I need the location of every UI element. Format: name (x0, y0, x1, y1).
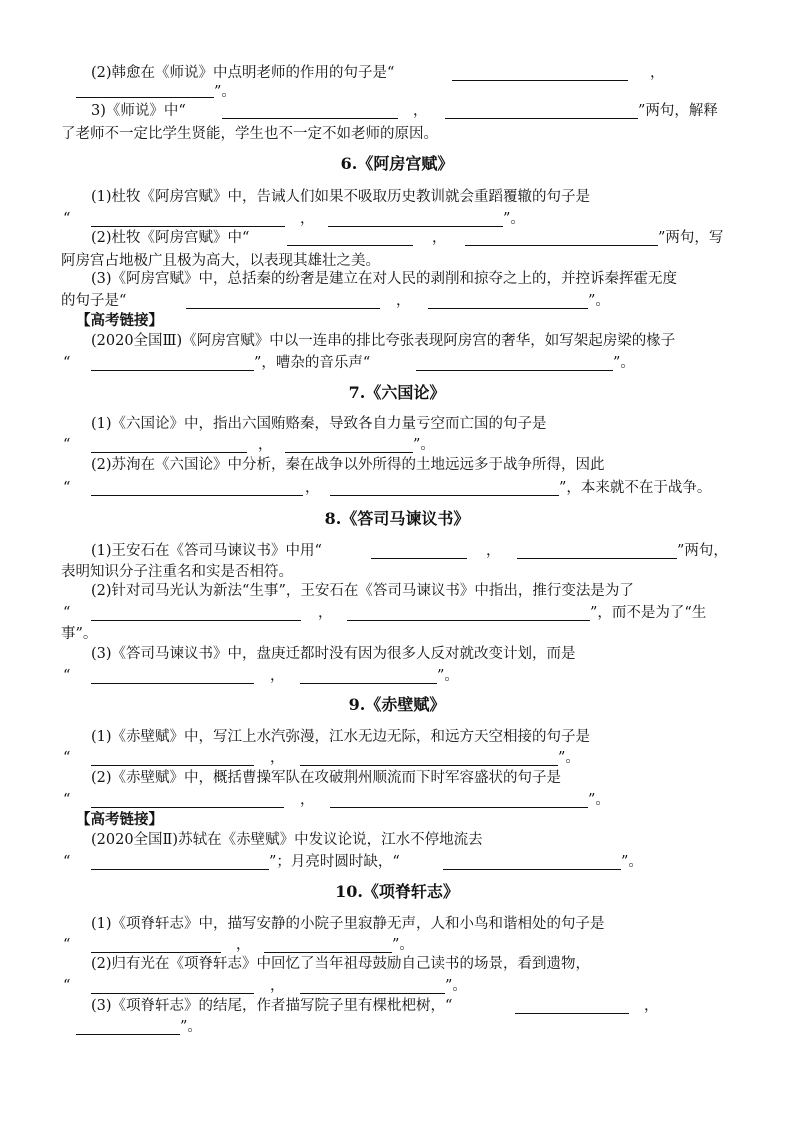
s5-q3-text: 3)《师说》中“ (91, 103, 186, 119)
section-6-title: 6.《阿房宫赋》 (340, 154, 454, 173)
answer-blank[interactable] (91, 952, 221, 953)
s8-q1-comma: ， (486, 543, 501, 559)
s8-q2-open-quote: “ (63, 605, 71, 621)
answer-blank[interactable] (452, 80, 628, 81)
s9-q2-text: (2)《赤壁赋》中，概括曹操军队在攻破荆州顺流而下时军容盛状的句子是 (91, 770, 562, 786)
s9-q1-open-quote: “ (63, 750, 71, 766)
s9-link-open-quote: “ (63, 854, 71, 870)
s5-q3-comma: ， (413, 103, 428, 119)
s7-q2-text: (2)苏洵在《六国论》中分析，秦在战争以外所得的土地远远多于战争所得，因此 (91, 457, 605, 473)
s5-q3-text-cont: 了老师不一定比学生贤能，学生也不一定不如老师的原因。 (61, 126, 438, 142)
s6-q3-end: ”。 (588, 293, 610, 309)
s10-q2-open-quote: “ (63, 978, 71, 994)
s8-q2-comma: ， (318, 605, 333, 621)
s6-q1-comma: ， (300, 211, 315, 227)
s10-q2-comma: ， (270, 978, 285, 994)
answer-blank[interactable] (330, 495, 559, 496)
answer-blank[interactable] (76, 97, 214, 98)
s7-q1-text: (1)《六国论》中，指出六国贿赂秦，导致各自力量亏空而亡国的句子是 (91, 416, 547, 432)
s9-q1-end: ”。 (558, 750, 580, 766)
answer-blank[interactable] (300, 765, 558, 766)
s9-link-end: ”。 (621, 854, 643, 870)
answer-blank[interactable] (465, 245, 658, 246)
answer-blank[interactable] (515, 1013, 629, 1014)
s9-q2-open-quote: “ (63, 792, 71, 808)
s6-q1-open-quote: “ (63, 211, 71, 227)
gaokao-link-label: 【高考链接】 (76, 312, 163, 329)
s8-q2-text: (2)针对司马光认为新法“生事”，王安石在《答司马谏议书》中指出，推行变法是为了 (91, 583, 634, 599)
answer-blank[interactable] (445, 118, 638, 119)
answer-blank[interactable] (287, 245, 413, 246)
s6-q2-end: ”两句，写 (658, 230, 724, 246)
s5-q2-comma: ， (650, 65, 665, 81)
s8-q3-end: ”。 (437, 668, 459, 684)
s9-link-mid: ”；月亮时圆时缺，“ (269, 854, 400, 870)
answer-blank[interactable] (416, 370, 613, 371)
s10-q3-end: ”。 (180, 1019, 202, 1035)
s10-q1-text: (1)《项脊轩志》中，描写安静的小院子里寂静无声，人和小鸟和谐相处的句子是 (91, 916, 605, 932)
answer-blank[interactable] (91, 993, 254, 994)
s6-q3-comma: ， (396, 293, 411, 309)
answer-blank[interactable] (347, 620, 590, 621)
answer-blank[interactable] (328, 226, 503, 227)
section-8-title: 8.《答司马谏议书》 (324, 509, 470, 528)
s8-q1-text-cont: 表明知识分子注重名和实是否相符。 (61, 564, 293, 580)
s10-q3-comma: ， (644, 998, 659, 1014)
s6-q2-comma: ， (432, 230, 447, 246)
s7-q2-end: ”，本来就不在于战争。 (559, 480, 712, 496)
s7-q1-end: ”。 (413, 437, 435, 453)
answer-blank[interactable] (300, 683, 437, 684)
s7-q2-open-quote: “ (63, 480, 71, 496)
s7-q1-open-quote: “ (63, 437, 71, 453)
s9-q1-comma: ， (270, 750, 285, 766)
s10-q2-text: (2)归有光在《项脊轩志》中回忆了当年祖母鼓励自己读书的场景，看到遗物， (91, 956, 591, 972)
s5-q3-end: ”两句，解释 (638, 103, 718, 119)
s8-q3-comma: ， (270, 668, 285, 684)
s8-q2-text-cont: 事”。 (61, 626, 98, 642)
answer-blank[interactable] (330, 807, 588, 808)
s6-q1-end: ”。 (503, 211, 525, 227)
s9-link-q-text: (2020全国Ⅱ)苏轼在《赤壁赋》中发议论说，江水不停地流去 (91, 832, 483, 848)
s8-q1-end: ”两句， (677, 543, 728, 559)
answer-blank[interactable] (91, 807, 284, 808)
s10-q1-end: ”。 (392, 937, 414, 953)
s6-q2-text-cont: 阿房宫占地极广且极为高大，以表现其雄壮之美。 (61, 253, 380, 269)
s8-q1-text: (1)王安石在《答司马谏议书》中用“ (91, 543, 322, 559)
answer-blank[interactable] (428, 308, 588, 309)
s6-q3-lead: 的句子是“ (61, 293, 127, 309)
answer-blank[interactable] (371, 558, 467, 559)
s6-q1-text: (1)杜牧《阿房宫赋》中，告诫人们如果不吸取历史教训就会重蹈覆辙的句子是 (91, 189, 591, 205)
answer-blank[interactable] (300, 993, 445, 994)
s8-q2-end: ”，而不是为了“生 (590, 605, 707, 621)
answer-blank[interactable] (443, 869, 621, 870)
s10-q1-comma: ， (236, 937, 251, 953)
s6-link-open-quote: “ (63, 355, 71, 371)
s7-q1-comma: ， (258, 437, 273, 453)
answer-blank[interactable] (91, 683, 254, 684)
s9-q2-end: ”。 (588, 792, 610, 808)
answer-blank[interactable] (91, 370, 254, 371)
s8-q3-open-quote: “ (63, 668, 71, 684)
s7-q2-comma: ， (305, 480, 320, 496)
answer-blank[interactable] (91, 869, 269, 870)
answer-blank[interactable] (91, 226, 285, 227)
answer-blank[interactable] (76, 1034, 180, 1035)
answer-blank[interactable] (222, 118, 398, 119)
s5-q2-end: ”。 (214, 84, 236, 100)
answer-blank[interactable] (91, 765, 254, 766)
answer-blank[interactable] (517, 558, 677, 559)
s5-q2-text: (2)韩愈在《师说》中点明老师的作用的句子是“ (91, 65, 395, 81)
answer-blank[interactable] (186, 308, 380, 309)
section-10-title: 10.《项脊轩志》 (335, 882, 459, 901)
s9-q1-text: (1)《赤壁赋》中，写江上水汽弥漫，江水无边无际，和远方天空相接的句子是 (91, 729, 591, 745)
s6-q2-text: (2)杜牧《阿房宫赋》中“ (91, 230, 250, 246)
answer-blank[interactable] (91, 495, 303, 496)
s6-q3-text: (3)《阿房宫赋》中，总括秦的纷奢是建立在对人民的剥削和掠夺之上的，并控诉秦挥霍无度 (91, 271, 678, 287)
s8-q3-text: (3)《答司马谏议书》中，盘庚迁都时没有因为很多人反对就改变计划，而是 (91, 646, 576, 662)
s10-q3-text: (3)《项脊轩志》的结尾，作者描写院子里有棵枇杷树，“ (91, 998, 453, 1014)
s9-q2-comma: ， (300, 792, 315, 808)
answer-blank[interactable] (285, 452, 413, 453)
s6-link-end: ”。 (613, 355, 635, 371)
s6-link-q-text: (2020全国Ⅲ)《阿房宫赋》中以一连串的排比夸张表现阿房宫的奢华，如写架起房梁的椽子 (91, 333, 676, 349)
answer-blank[interactable] (91, 452, 247, 453)
answer-blank[interactable] (264, 952, 392, 953)
section-9-title: 9.《赤壁赋》 (348, 695, 446, 714)
section-7-title: 7.《六国论》 (348, 383, 446, 402)
s6-link-mid: ”，嘈杂的音乐声“ (254, 355, 371, 371)
s10-q1-open-quote: “ (63, 937, 71, 953)
gaokao-link-label: 【高考链接】 (76, 811, 163, 828)
answer-blank[interactable] (91, 620, 301, 621)
s10-q2-end: ”。 (445, 978, 467, 994)
